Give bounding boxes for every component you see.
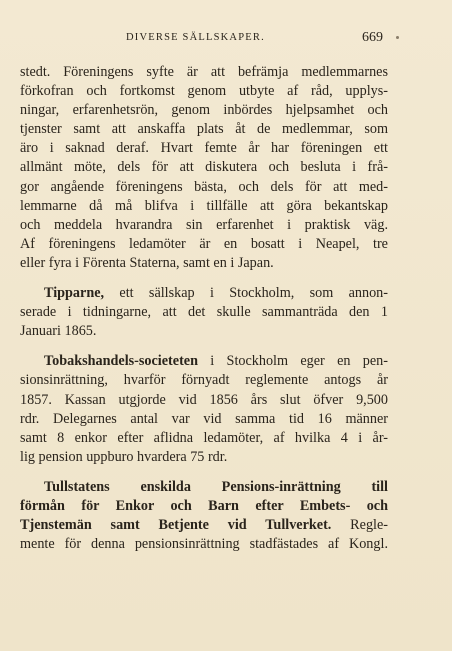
text-line: eller fyra i Förenta Staterna, samt en i Japan. [20, 254, 274, 271]
entry-heading: Tjenstemän samt Betjente vid Tullverket. [20, 517, 332, 534]
text-line: lemmarne då må blifva i tillfälle att göra bekantskap [20, 197, 388, 214]
body-text [20, 63, 388, 554]
text-line: 1857. Kassan utgjorde vid 1856 års slut öfver 9,500 [20, 391, 388, 408]
entry-heading-line: Tullstatens enskilda Pensions-inrättning till [44, 478, 388, 495]
entry-heading-line: förmån för Enkor och Barn efter Embets- och [20, 497, 388, 514]
page-number: 669 [362, 30, 383, 45]
text-run: ett sällskap i Stockholm, som annon- [104, 285, 388, 302]
text-line: sionsinrättning, hvarför förnyadt reglemente antogs år [20, 372, 388, 389]
page-header [0, 30, 452, 50]
text-line: mente för denna pensionsinrättning stadfästades af Kongl. [20, 536, 388, 553]
text-line [20, 516, 388, 535]
entry-heading: Tipparne, [44, 285, 105, 302]
text-line: och meddela hvarandra sin erfarenhet i praktisk väg. [20, 216, 388, 233]
text-line: serade i tidningarne, att det skulle sammanträda den 1 [20, 304, 388, 321]
running-title: DIVERSE SÄLLSKAPER. [126, 32, 265, 43]
text-line: Januari 1865. [20, 323, 97, 340]
text-line: Af föreningens ledamöter är en bosatt i Neapel, tre [20, 235, 388, 252]
text-run: Regle- [331, 517, 389, 534]
print-speck [396, 36, 399, 39]
text-line: gor angående föreningens bästa, och dels för att med- [20, 178, 388, 195]
text-line: allmänt möte, dels för att diskutera och besluta i frå- [20, 159, 388, 176]
paragraph-tipparne [20, 284, 388, 341]
text-line: rdr. Delegarnes antal var vid samma tid 16 männer [20, 410, 388, 427]
text-line: lig pension uppburo hvardera 75 rdr. [20, 448, 228, 465]
text-line [20, 352, 388, 371]
paragraph-tullstatens [20, 478, 388, 554]
text-line: förkofran och fortkomst genom utbyte af råd, upplys- [20, 83, 388, 100]
text-line: stedt. Föreningens syfte är att befrämja medlemmarnes [20, 64, 388, 80]
text-line: ningar, erfarenhetsrön, genom inbördes hjelpsamhet och [20, 102, 388, 119]
paragraph-1 [20, 63, 388, 273]
entry-heading: Tobakshandels-societeten [44, 353, 198, 370]
text-line: äro i saknad deraf. Hvart femte år har föreningen ett [20, 140, 388, 157]
text-line: tjenster samt att anskaffa plats åt de medlemmar, som [20, 121, 388, 138]
text-run: i Stockholm eger en pen- [197, 353, 388, 370]
paragraph-tobakshandels [20, 352, 388, 467]
text-line [20, 284, 388, 303]
text-line: samt 8 enkor efter aflidna ledamöter, af hvilka 4 i år- [20, 429, 388, 446]
